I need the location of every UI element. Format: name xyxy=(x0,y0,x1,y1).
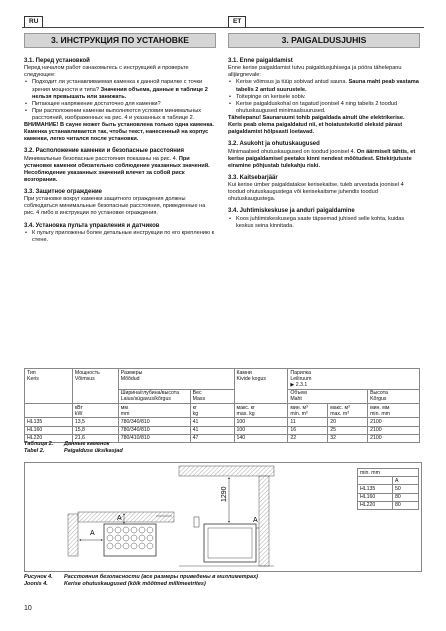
list-et-3-1 xyxy=(228,79,420,114)
heading-et-3-4: 3.4. Juhtimiskeskuse ja anduri paigaldamine xyxy=(228,208,355,215)
list-ru-3-4 xyxy=(24,230,216,244)
table-caption-et: Tabel 2. Paigalduse üksikasjad xyxy=(24,448,123,454)
sensor-icon xyxy=(194,517,199,527)
distance-table-header: min. mm xyxy=(358,469,419,477)
header-weight: Вес Mass xyxy=(190,389,234,403)
table-row: HL135 13,5 780/340/810 41 100 11 20 2100 xyxy=(25,418,420,426)
label-a: A xyxy=(117,515,122,522)
distance-table xyxy=(357,468,419,510)
list-item: • При расположении каменки выполняются условия минимальных расстояний, изображенных на рис. 4 и указанных в таблице 2. xyxy=(24,108,216,122)
warning-et: Tähelepanu! Saunaruumi tohib paigaldada ainult ühe elektrikerise. Keris peab olema paigaldatud nii, et hoiatustekstid oleksid pärast paigaldamist hõlpsasti loetavad. xyxy=(228,114,405,136)
figure-caption-ru: Рисунок 4. Расстояния безопасности (все размеры приведены в миллиметрах) xyxy=(24,574,258,580)
heading-et-3-1: 3.1. Enne paigaldamist xyxy=(228,58,293,64)
column-ru xyxy=(24,33,216,244)
header-stones: Камни Kivide kogus xyxy=(234,369,288,404)
table-caption-ru: Таблица 2. Данные каменок xyxy=(24,441,110,447)
list-ru-3-1 xyxy=(24,79,216,122)
unit-size: мм mm xyxy=(118,404,190,418)
header-power: Мощность Võimsus xyxy=(72,369,118,404)
page-number: 10 xyxy=(24,605,32,612)
wall-hatch xyxy=(68,514,78,556)
table-row: HL135 50 xyxy=(358,485,419,493)
safety-distance-diagram xyxy=(24,462,354,570)
list-et-3-4 xyxy=(228,216,420,230)
dimension-1290: 1290 xyxy=(221,486,228,502)
paragraph-ru-3-3: При установке вокруг каменки защитного ограждения должны соблюдаться минимальные безопасные расстояния, приведенные на рис. 4 либо в инструкции по установке ограждения. xyxy=(24,196,206,217)
distance-table-col-a: A xyxy=(393,477,419,485)
unit-weight: кг kg xyxy=(190,404,234,418)
heater-plan xyxy=(104,524,156,556)
list-item: • Toitepinge on kerisele sobiv. xyxy=(228,94,420,101)
list-item: • Koos juhtimiskeskusega saate täpsemad juhised selle kohta, kuidas keskus seina kinnitada. xyxy=(228,216,420,230)
table-row: HL160 15,8 780/340/810 41 100 16 25 2100 xyxy=(25,426,420,434)
list-item: • Kerise võimsus ja tüüp sobivad antud sauna. Sauna maht peab vastama tabelis 2 antud suurustele. xyxy=(228,79,420,93)
column-et xyxy=(228,33,420,230)
paragraph-et-3-2: Minimaalsed ohutuskaugused on toodud joonisel 4. On äärmiselt tähtis, et kerise paigaldamisel peetaks kinni nendest mõõtudest. Ettekirjutuste eiramine põhjustab tulekahju riski. xyxy=(228,148,416,169)
section-title-ru: 3. ИНСТРУКЦИЯ ПО УСТАНОВКЕ xyxy=(24,33,216,48)
section-title-et: 3. PAIGALDUSJUHIS xyxy=(228,33,420,48)
unit-hmin: мин. мм min. mm xyxy=(368,404,420,418)
wall-hatch xyxy=(78,512,174,522)
table-row: HL220 80 xyxy=(358,501,419,509)
heading-et-3-3: 3.3. Kaitsebarjäär xyxy=(228,174,278,181)
header-rule xyxy=(22,27,424,28)
plan-view xyxy=(68,512,174,556)
unit-stones: макс. кг max. kg xyxy=(234,404,288,418)
list-item: • Подходит ли устанавливаемая каменка к данной парилке с точки зрения мощности и типа? Значения объема, данные в таблице 2 нельзя превышать или занижать. xyxy=(24,79,216,100)
paragraph-et-3-3: Kui kerise ümber paigaldatakse kerisekaitse, tuleb arvestada joonisel 4 toodud ohutuskaugustega või kerisekaitsme juhendis toodud ohutuskaugustega. xyxy=(228,182,404,203)
table-row: HL160 80 xyxy=(358,493,419,501)
heading-ru-3-2: 3.2. Расположение каменки и безопасные расстояния xyxy=(24,148,185,155)
list-item: • К пульту приложены более детальные инструкции по его креплению к стене. xyxy=(24,230,216,244)
table-units-row xyxy=(25,404,420,418)
paragraph-et-3-1-intro: Enne kerise paigaldamist tutvu paigaldusjuhisega ja pööra tähelepanu alljärgnevale: xyxy=(228,65,402,79)
language-tag-ru: RU xyxy=(24,16,43,28)
heater-elevation xyxy=(204,524,256,562)
list-item: • Питающее напряжение достаточно для каменки? xyxy=(24,101,216,108)
paragraph-ru-3-1-intro: Перед началом работ ознакомьтесь с инструкцией и проверьте следующее: xyxy=(24,65,189,79)
header-size: Размеры Mõõdud xyxy=(118,369,234,390)
list-item: • Kerise paigalduskohal on tagatud joonisel 4 ning tabelis 2 toodud ohutuskaugused minimaalsuurused. xyxy=(228,101,420,115)
figure-caption-et: Joonis 4. Kerise ohutuskaugused (kõik mõõtmed millimeetrites) xyxy=(24,581,206,587)
unit-vmin: мин. м³ min. m³ xyxy=(288,404,328,418)
wall-hatch xyxy=(259,476,269,566)
header-type: Тип Keris xyxy=(25,369,73,404)
warning-ru: ВНИМАНИЕ! В сауне может быть установлена только одна каменка. Каменка устанавливается так, чтобы текст, нанесенный на корпус каменки, легко читался после установки. xyxy=(24,122,214,143)
unit-vmax: макс. м³ max. m³ xyxy=(328,404,368,418)
heading-ru-3-3: 3.3. Защитное ограждение xyxy=(24,189,102,195)
table-row: HL220 21,6 780/410/810 47 140 22 32 2100 xyxy=(25,434,420,442)
paragraph-ru-3-2: Минимальные безопасные расстояния показаны на рис. 4. При установке каменки обязательно соблюдение указанных значений. Несоблюдение указанных значений влечет за собой риск возгорания. xyxy=(24,155,210,183)
table-header-row xyxy=(25,369,420,390)
heater-spec-table xyxy=(24,368,420,443)
heading-ru-3-4: 3.4. Установка пульта управления и датчиков xyxy=(24,222,160,229)
ceiling-hatch xyxy=(179,466,274,476)
header-volume: Объем Maht xyxy=(288,389,368,403)
header-height: Высота Kõrgus xyxy=(368,389,420,403)
heading-ru-3-1: 3.1. Перед установкой xyxy=(24,58,90,64)
label-a: A xyxy=(253,517,258,524)
unit-power: кВт kW xyxy=(72,404,118,418)
elevation-view xyxy=(179,466,274,566)
heading-et-3-2: 3.2. Asukoht ja ohutuskaugused xyxy=(228,141,320,148)
header-size-sub: Ширина/глубина/высота Laius/sügavus/kõrgus xyxy=(118,389,190,403)
language-tag-et: ET xyxy=(228,16,246,28)
header-room: Парилка Leiliruum ▶ 2.3.1 xyxy=(288,369,420,390)
label-a: A xyxy=(90,530,95,537)
